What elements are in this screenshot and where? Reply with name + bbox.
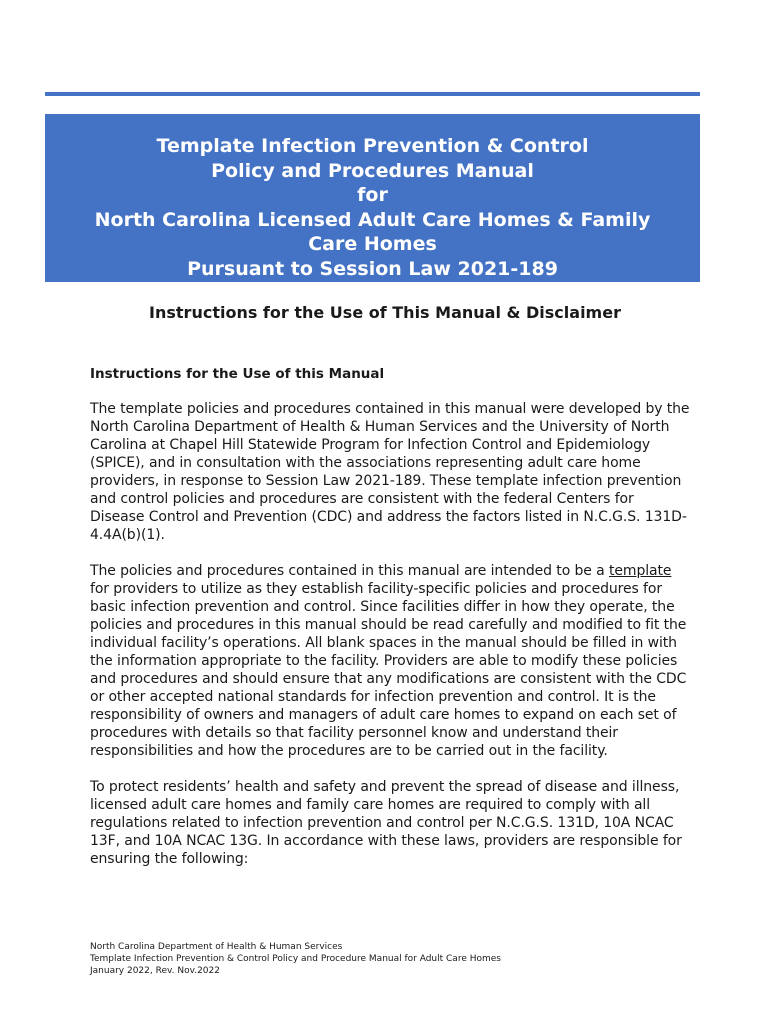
paragraph-template-usage-start: The policies and procedures contained in this manual are intended to be a (90, 563, 609, 579)
paragraph-template-usage (90, 562, 690, 760)
paragraph-template-usage-rest: for providers to utilize as they establish facility-specific policies and procedures for basic infection prevention and control. Since facilities differ in how they operate, the policies and procedures in this manual should be read carefully and modified to fit the individual facility’s operations. All blank spaces in the manual should be filled in with the information appropriate to the facility. Providers are able to modify these policies and procedures and should ensure that any modifications are consistent with the CDC or other accepted national standards for infection prevention and control. It is the responsibility of owners and managers of adult care homes to expand on each set of procedures with details so that facility personnel know and understand their responsibilities and how the procedures are to be carried out in the facility. (90, 581, 687, 759)
title-line-4: North Carolina Licensed Adult Care Homes & Family (94, 208, 651, 231)
title-line-6: Pursuant to Session Law 2021-189 (187, 257, 558, 280)
title-line-5: Care Homes (308, 233, 437, 255)
document-subtitle: Instructions for the Use of This Manual & Disclaimer (149, 303, 621, 322)
page-footer (90, 941, 710, 977)
body-content (90, 366, 690, 886)
template-emphasis: template (609, 563, 672, 579)
footer-line-date: January 2022, Rev. Nov.2022 (90, 966, 220, 976)
title-line-2: Policy and Procedures Manual (211, 159, 534, 182)
title-banner (45, 114, 700, 282)
footer-line-manual: Template Infection Prevention & Control Policy and Procedure Manual for Adult Care Homes (90, 954, 501, 964)
paragraph-compliance: To protect residents’ health and safety and prevent the spread of disease and illness, licensed adult care homes and family care homes are required to comply with all regulations related to infection prevention and control per N.C.G.S. 131D, 10A NCAC 13F, and 10A NCAC 13G. In accordance with these laws, providers are responsible for ensuring the following: (90, 779, 682, 867)
paragraph-development: The template policies and procedures contained in this manual were developed by the North Carolina Department of Health & Human Services and the University of North Carolina at Chapel Hill Statewide Program for Infection Control and Epidemiology (SPICE), and in consultation with the associations representing adult care home providers, in response to Session Law 2021-189. These template infection prevention and control policies and procedures are consistent with the federal Centers for Disease Control and Prevention (CDC) and address the factors listed in N.C.G.S. 131D-4.4A(b)(1). (90, 401, 690, 543)
title-line-3: for (357, 184, 388, 206)
footer-line-department: North Carolina Department of Health & Human Services (90, 942, 343, 952)
top-divider-rule (45, 92, 700, 96)
section-heading: Instructions for the Use of this Manual (90, 366, 385, 382)
title-line-1: Template Infection Prevention & Control (156, 135, 589, 157)
